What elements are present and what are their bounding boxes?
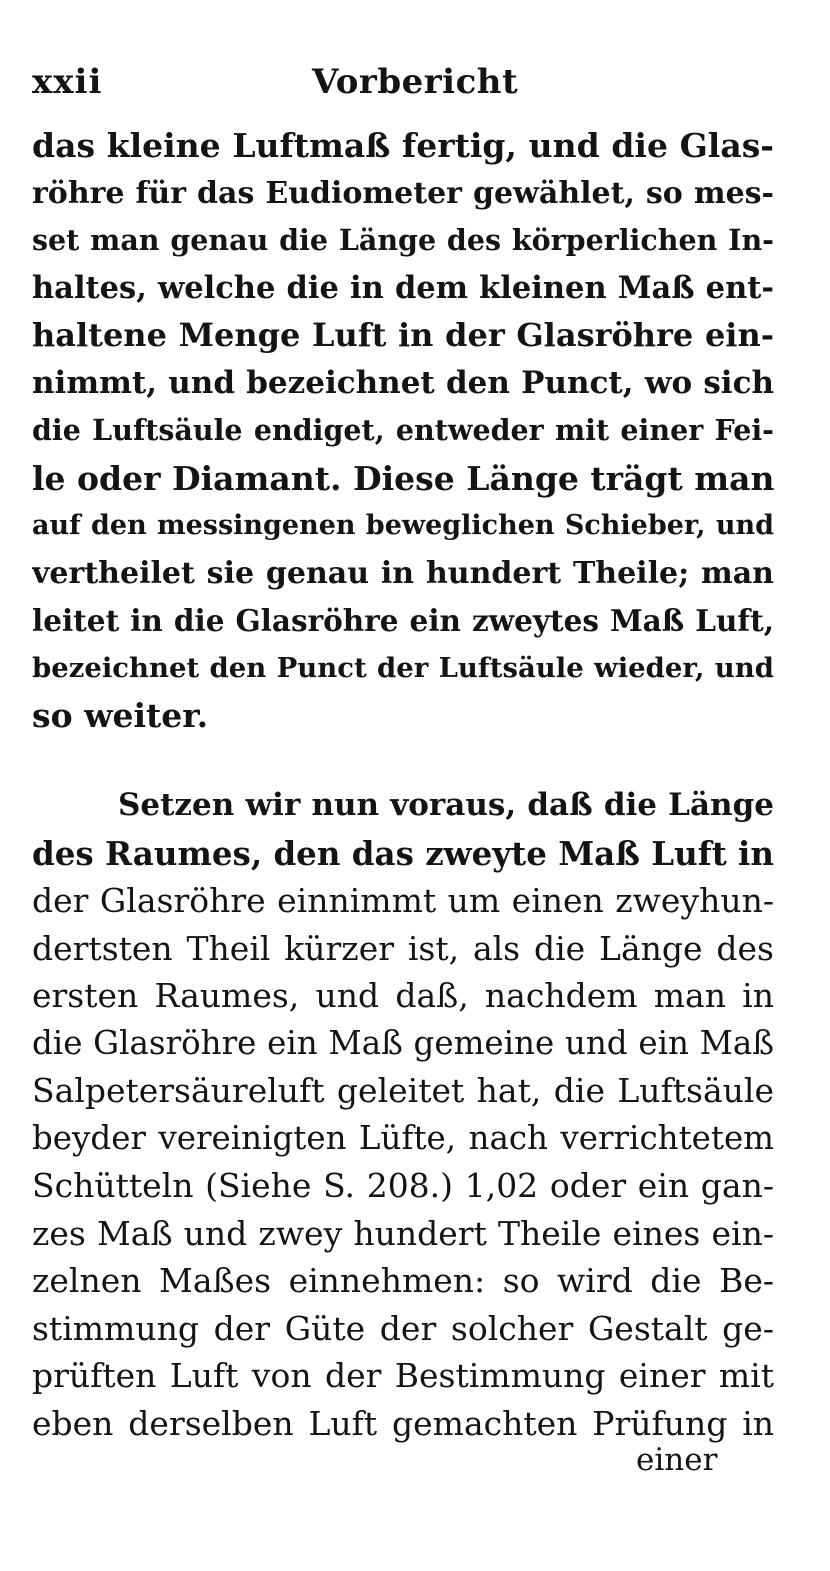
text-line: stimmung der Güte der solcher Gestalt ge- xyxy=(32,1308,774,1348)
paragraph-2 xyxy=(32,782,774,1447)
text-line: zelnen Maßes einnehmen: so wird die Be- xyxy=(32,1261,774,1300)
text-line: des Raumes, den das zweyte Maß Luft in xyxy=(32,833,774,873)
running-head: Vorbericht xyxy=(312,62,519,102)
text-line: beyder vereinigten Lüfte, nach verrichtetem xyxy=(32,1118,774,1157)
text-line: die Luftsäule endiget, entweder mit einer Fei- xyxy=(32,413,774,447)
text-line: nimmt, und bezeichnet den Punct, wo sich xyxy=(32,364,774,401)
text-line: dertsten Theil kürzer ist, als die Länge des xyxy=(32,928,774,968)
text-line: eben derselben Luft gemachten Prüfung in xyxy=(32,1403,774,1443)
text-line: Schütteln (Siehe S. 208.) 1,02 oder ein gan- xyxy=(32,1166,774,1205)
text-line: haltes, welche die in dem kleinen Maß ent- xyxy=(32,269,774,306)
page-header xyxy=(32,62,772,110)
text-line: leitet in die Glasröhre ein zweytes Maß Luft, xyxy=(32,603,774,638)
text-line: die Glasröhre ein Maß gemeine und ein Maß xyxy=(32,1023,774,1062)
text-line: vertheilet sie genau in hundert Theile; man xyxy=(32,555,774,591)
text-line: so weiter. xyxy=(32,696,209,735)
text-line: ersten Raumes, und daß, nachdem man in xyxy=(32,976,774,1015)
text-line: Salpetersäureluft geleitet hat, die Luftsäule xyxy=(32,1071,774,1110)
text-line: prüften Luft von der Bestimmung einer mit xyxy=(32,1356,774,1395)
text-line: auf den messingenen beweglichen Schieber, und xyxy=(32,510,774,541)
text-line: röhre für das Eudiometer gewählet, so mes- xyxy=(32,175,774,211)
text-line: Setzen wir nun voraus, daß die Länge xyxy=(118,787,774,823)
text-line: das kleine Luftmaß fertig, und die Glas- xyxy=(32,126,774,165)
text-line: le oder Diamant. Diese Länge trägt man xyxy=(32,458,774,498)
text-line: haltene Menge Luft in der Glasröhre ein- xyxy=(32,316,774,354)
text-line: bezeichnet den Punct der Luftsäule wieder, und xyxy=(32,651,774,684)
text-line: set man genau die Länge des körperlichen In- xyxy=(32,223,774,257)
paragraph-1 xyxy=(32,122,774,740)
text-line: der Glasröhre einnimmt um einen zweyhun- xyxy=(32,881,774,920)
catchword: einer xyxy=(636,1442,718,1478)
page-number: xxii xyxy=(32,62,103,102)
text-line: zes Maß und zwey hundert Theile eines ein- xyxy=(32,1213,774,1253)
